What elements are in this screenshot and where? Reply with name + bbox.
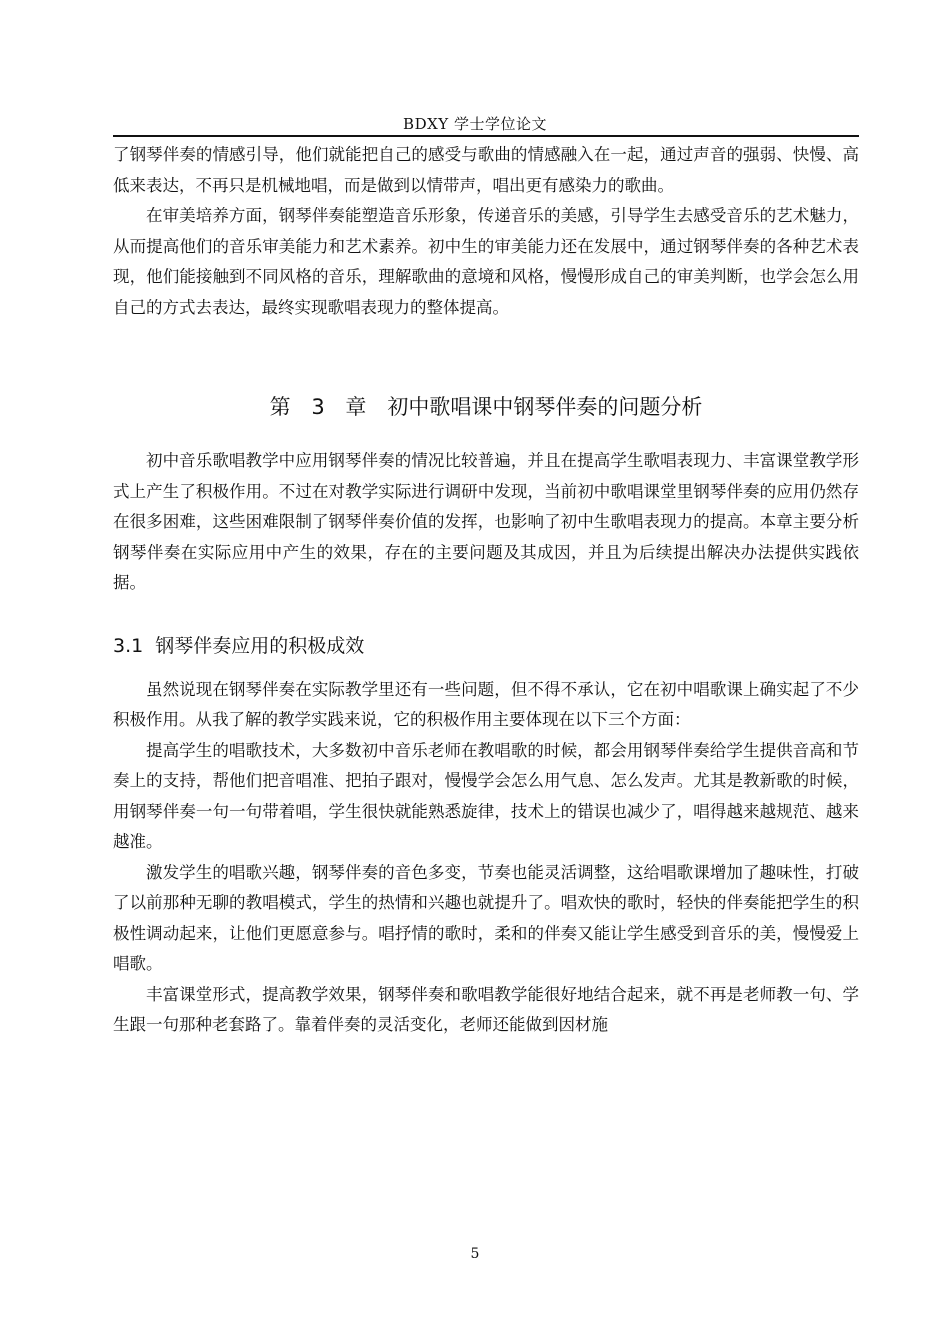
paragraph-singing-technique: 提高学生的唱歌技术，大多数初中音乐老师在教唱歌的时候，都会用钢琴伴奏给学生提供音高和节奏上的支持，帮他们把音唱准、把拍子跟对，慢慢学会怎么用气息、怎么发声。尤其是教新歌的时候，用钢琴伴奏一句一句带着唱，学生很快就能熟悉旋律，技术上的错误也减少了，唱得越来越规范、越来越准。 (113, 740, 859, 851)
paragraph-chapter-intro: 初中音乐歌唱教学中应用钢琴伴奏的情况比较普遍，并且在提高学生歌唱表现力、丰富课堂教学形式上产生了积极作用。不过在对教学实际进行调研中发现，当前初中歌唱课堂里钢琴伴奏的应用仍然存在很多困难，这些困难限制了钢琴伴奏价值的发挥，也影响了初中生歌唱表现力的提高。本章主要分析钢琴伴奏在实际应用中产生的效果，存在的主要问题及其成因，并且为后续提出解决办法提供实践依据。 (113, 451, 859, 592)
page-content (113, 140, 859, 1041)
page-number: 5 (470, 1246, 480, 1262)
paragraph-singing-interest: 激发学生的唱歌兴趣，钢琴伴奏的音色多变，节奏也能灵活调整，这给唱歌课增加了趣味性，打破了以前那种无聊的教唱模式，学生的热情和兴趣也就提升了。唱欢快的歌时，轻快的伴奏能把学生的积极性调动起来，让他们更愿意参与。唱抒情的歌时，柔和的伴奏又能让学生感受到音乐的美，慢慢爱上唱歌。 (113, 862, 859, 973)
paragraph-aesthetic: 在审美培养方面，钢琴伴奏能塑造音乐形象，传递音乐的美感，引导学生去感受音乐的艺术魅力，从而提高他们的音乐审美能力和艺术素养。初中生的审美能力还在发展中，通过钢琴伴奏的各种艺术表现，他们能接触到不同风格的音乐，理解歌曲的意境和风格，慢慢形成自己的审美判断，也学会怎么用自己的方式去表达，最终实现歌唱表现力的整体提高。 (113, 206, 859, 317)
paragraph-section-intro: 虽然说现在钢琴伴奏在实际教学里还有一些问题，但不得不承认，它在初中唱歌课上确实起了不少积极作用。从我了解的教学实践来说，它的积极作用主要体现在以下三个方面： (113, 679, 859, 729)
header-rule (113, 135, 859, 137)
paragraph-classroom-form: 丰富课堂形式，提高教学效果，钢琴伴奏和歌唱教学能很好地结合起来，就不再是老师教一句、学生跟一句那种老套路了。靠着伴奏的灵活变化，老师还能做到因材施 (113, 984, 859, 1034)
paragraph-continued: 了钢琴伴奏的情感引导，他们就能把自己的感受与歌曲的情感融入在一起，通过声音的强弱、快慢、高低来表达，不再只是机械地唱，而是做到以情带声，唱出更有感染力的歌曲。 (113, 145, 859, 195)
running-header: BDXY 学士学位论文 (403, 115, 547, 133)
chapter-title: 第 3 章 初中歌唱课中钢琴伴奏的问题分析 (269, 395, 703, 419)
section-title: 3.1 钢琴伴奏应用的积极成效 (113, 634, 365, 657)
